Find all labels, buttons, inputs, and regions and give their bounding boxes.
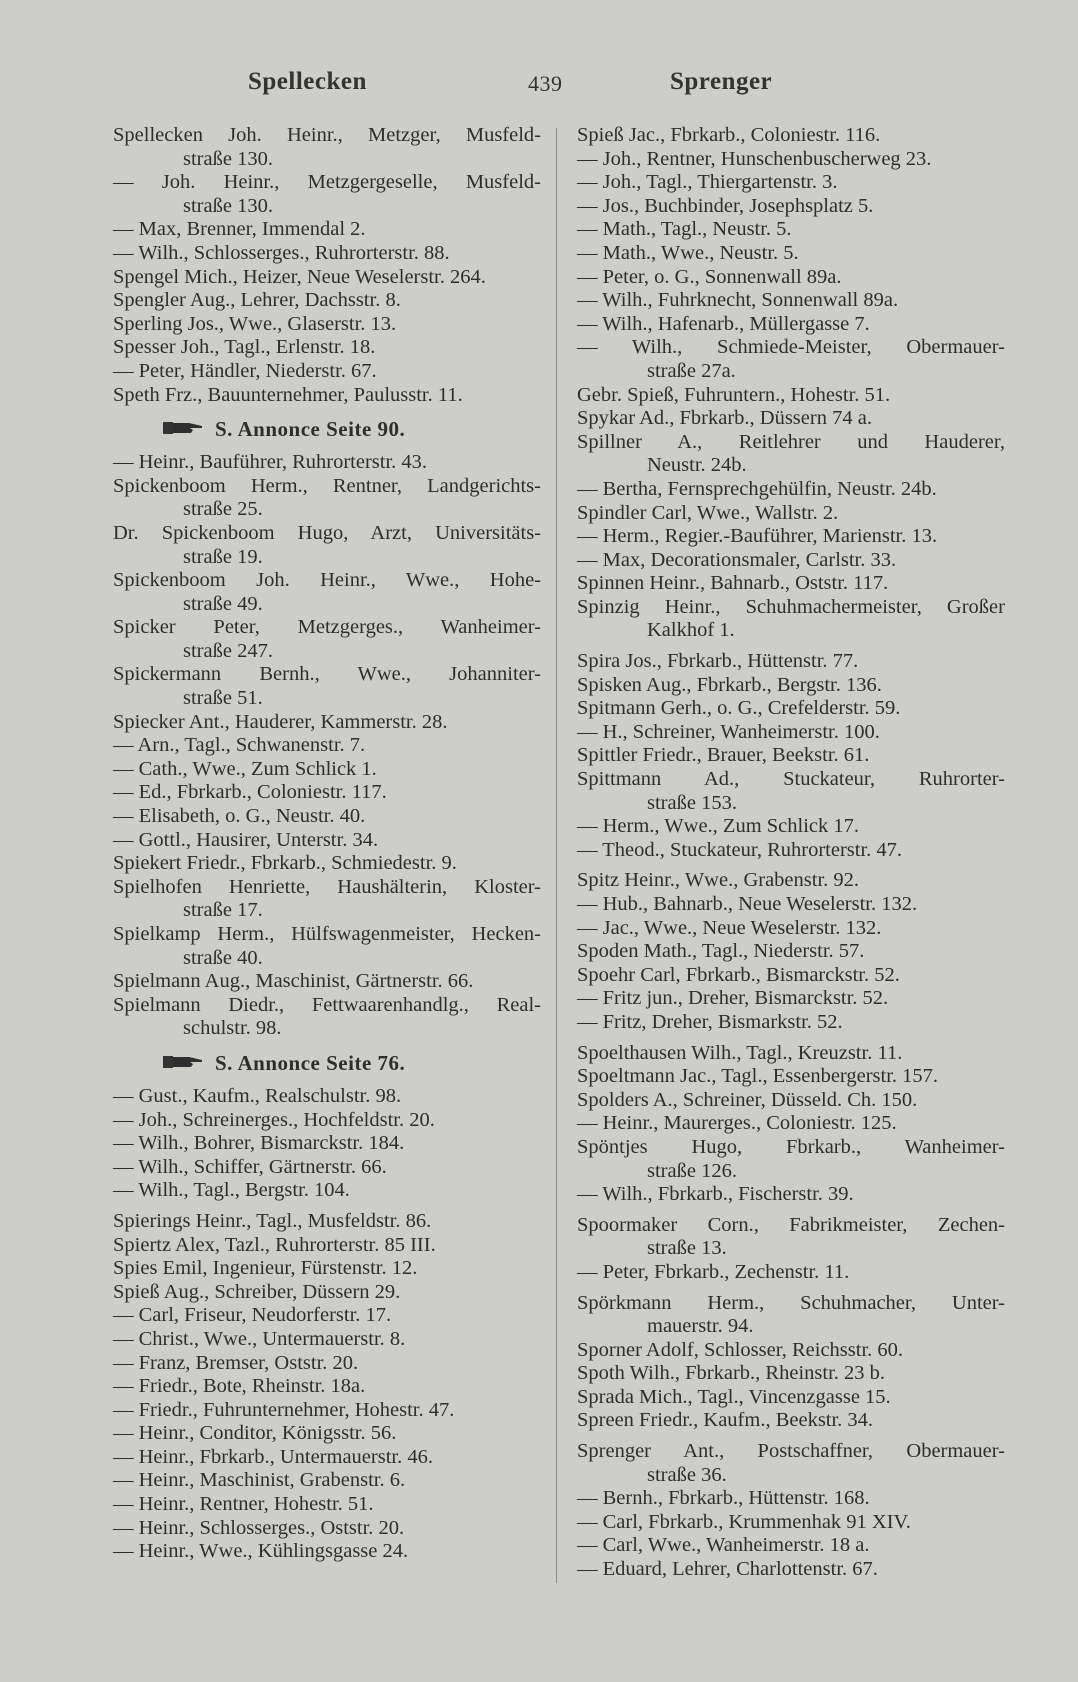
entry-line: — Wilh., Hafenarb., Müllergasse 7.: [577, 312, 870, 335]
directory-entry: [113, 1132, 541, 1156]
directory-entry: [113, 124, 541, 171]
directory-entry: [113, 781, 541, 805]
entry-line: Spoehr Carl, Fbrkarb., Bismarckstr. 52.: [577, 963, 900, 986]
directory-entry: [577, 768, 1005, 815]
directory-entry: [577, 721, 1005, 745]
directory-entry: [577, 171, 1005, 195]
directory-entry: [113, 805, 541, 829]
directory-entry: [113, 171, 541, 218]
directory-entry: [113, 1446, 541, 1470]
directory-entry: [577, 1214, 1005, 1261]
entry-line: Spörkmann Herm., Schuhmacher, Unter-: [577, 1291, 1005, 1314]
directory-entry: [577, 1065, 1005, 1089]
entry-line: Spoden Math., Tagl., Niederstr. 57.: [577, 940, 865, 963]
entry-continuation-line: schulstr. 98.: [183, 1017, 282, 1040]
entry-line: Spieß Jac., Fbrkarb., Coloniestr. 116.: [577, 124, 881, 146]
entry-line: — Arn., Tagl., Schwanenstr. 7.: [113, 734, 366, 757]
directory-entry: [577, 697, 1005, 721]
entry-line: — Wilh., Tagl., Bergstr. 104.: [113, 1179, 350, 1202]
entry-line: — Fritz jun., Dreher, Bismarckstr. 52.: [577, 987, 889, 1010]
annonce-reference: [113, 415, 541, 443]
directory-entry: [577, 1183, 1005, 1207]
entry-line: — Joh. Heinr., Metzgergeselle, Musfeld-: [113, 171, 541, 194]
directory-entry: [113, 876, 541, 923]
entry-line: — Heinr., Conditor, Königsstr. 56.: [113, 1422, 397, 1445]
entry-continuation-line: straße 153.: [647, 791, 737, 814]
directory-entry: [113, 1109, 541, 1133]
pointing-hand-icon: [163, 1049, 203, 1077]
entry-line: — Max, Decorationsmaler, Carlstr. 33.: [577, 548, 897, 571]
directory-entry: [577, 218, 1005, 242]
entry-group: [577, 124, 1005, 643]
directory-entry: [577, 336, 1005, 383]
entry-line: — Friedr., Fuhrunternehmer, Hohestr. 47.: [113, 1398, 455, 1421]
directory-entry: [113, 1352, 541, 1376]
entry-continuation-line: straße 19.: [183, 545, 263, 568]
entry-line: — Heinr., Maschinist, Grabenstr. 6.: [113, 1469, 406, 1492]
entry-line: — Wilh., Fbrkarb., Fischerstr. 39.: [577, 1183, 854, 1206]
directory-entry: [577, 502, 1005, 526]
entry-group: [113, 1210, 541, 1564]
entry-group: [577, 1042, 1005, 1207]
entry-line: — Heinr., Fbrkarb., Untermauerstr. 46.: [113, 1445, 433, 1468]
entry-line: — Ed., Fbrkarb., Coloniestr. 117.: [113, 781, 387, 804]
entry-line: Spykar Ad., Fbrkarb., Düssern 74 a.: [577, 407, 872, 430]
entry-group: [113, 451, 541, 1041]
directory-entry: [577, 407, 1005, 431]
directory-entry: [113, 1257, 541, 1281]
entry-line: Spickenboom Joh. Heinr., Wwe., Hohe-: [113, 569, 541, 592]
entry-line: Spitmann Gerh., o. G., Crefelderstr. 59.: [577, 697, 901, 720]
entry-line: — Carl, Friseur, Neudorferstr. 17.: [113, 1304, 392, 1327]
entry-line: Spickenboom Herm., Rentner, Landgerichts-: [113, 474, 541, 497]
entry-continuation-line: Kalkhof 1.: [647, 619, 735, 642]
entry-line: Spöntjes Hugo, Fbrkarb., Wanheimer-: [577, 1135, 1005, 1158]
entry-line: Speth Frz., Bauunternehmer, Paulusstr. 11.: [113, 383, 463, 406]
entry-line: — Theod., Stuckateur, Ruhrorterstr. 47.: [577, 838, 903, 861]
directory-entry: [577, 431, 1005, 478]
directory-entry: [113, 1234, 541, 1258]
entry-line: — Carl, Wwe., Wanheimerstr. 18 a.: [577, 1534, 870, 1557]
entry-line: Spickermann Bernh., Wwe., Johanniter-: [113, 663, 541, 686]
directory-entry: [577, 1261, 1005, 1285]
directory-entry: [577, 1112, 1005, 1136]
directory-entry: [113, 1210, 541, 1234]
entry-line: Spielmann Aug., Maschinist, Gärtnerstr. 66.: [113, 970, 474, 993]
entry-line: — Peter, o. G., Sonnenwall 89a.: [577, 265, 842, 288]
entry-line: Gebr. Spieß, Fuhruntern., Hohestr. 51.: [577, 383, 891, 406]
entry-line: Dr. Spickenboom Hugo, Arzt, Universitäts-: [113, 521, 541, 544]
directory-entry: [113, 242, 541, 266]
directory-entry: [577, 893, 1005, 917]
directory-entry: [113, 852, 541, 876]
directory-entry: [113, 994, 541, 1041]
entry-line: — Peter, Fbrkarb., Zechenstr. 11.: [577, 1260, 850, 1283]
annonce-text: S. Annonce Seite 76.: [215, 1050, 406, 1075]
entry-line: — Herm., Wwe., Zum Schlick 17.: [577, 815, 860, 838]
directory-entry: [577, 1089, 1005, 1113]
left-column: [113, 124, 541, 1564]
directory-entry: [113, 384, 541, 408]
directory-entry: [577, 1292, 1005, 1339]
entry-line: Sprenger Ant., Postschaffner, Obermauer-: [577, 1440, 1005, 1463]
entry-line: Spindler Carl, Wwe., Wallstr. 2.: [577, 501, 839, 524]
directory-entry: [577, 674, 1005, 698]
directory-entry: [577, 1511, 1005, 1535]
entry-line: Spies Emil, Ingenieur, Fürstenstr. 12.: [113, 1257, 418, 1280]
directory-entry: [113, 663, 541, 710]
entry-line: — Max, Brenner, Immendal 2.: [113, 218, 366, 241]
entry-line: Spiertz Alex, Tazl., Ruhrorterstr. 85 III.: [113, 1233, 436, 1256]
entry-line: Spellecken Joh. Heinr., Metzger, Musfeld-: [113, 124, 541, 146]
entry-line: Spoelthausen Wilh., Tagl., Kreuzstr. 11.: [577, 1041, 903, 1064]
directory-entry: [113, 1469, 541, 1493]
entry-continuation-line: straße 25.: [183, 498, 263, 521]
directory-entry: [577, 815, 1005, 839]
entry-line: — Carl, Fbrkarb., Krummenhak 91 XIV.: [577, 1510, 911, 1533]
entry-line: — Friedr., Bote, Rheinstr. 18a.: [113, 1375, 366, 1398]
directory-entry: [577, 384, 1005, 408]
directory-entry: [577, 987, 1005, 1011]
entry-continuation-line: straße 130.: [183, 147, 273, 170]
entry-line: — Joh., Rentner, Hunschenbuscherweg 23.: [577, 147, 932, 170]
entry-line: Spengler Aug., Lehrer, Dachsstr. 8.: [113, 289, 401, 312]
entry-line: Spillner A., Reitlehrer und Hauderer,: [577, 430, 1005, 453]
directory-entry: [113, 475, 541, 522]
entry-line: — Joh., Schreinerges., Hochfeldstr. 20.: [113, 1108, 435, 1131]
entry-continuation-line: Neustr. 24b.: [647, 454, 747, 477]
entry-line: — Wilh., Bohrer, Bismarckstr. 184.: [113, 1132, 405, 1155]
running-head-right: Sprenger: [670, 68, 773, 95]
directory-entry: [577, 1440, 1005, 1487]
entry-group: [577, 1292, 1005, 1434]
directory-entry: [577, 744, 1005, 768]
directory-entry: [113, 1085, 541, 1109]
directory-entry: [113, 734, 541, 758]
directory-entry: [113, 1375, 541, 1399]
directory-entry: [113, 451, 541, 475]
directory-entry: [577, 1534, 1005, 1558]
directory-entry: [577, 596, 1005, 643]
entry-line: Spiekert Friedr., Fbrkarb., Schmiedestr. 9.: [113, 852, 457, 875]
entry-line: — Bertha, Fernsprechgehülfin, Neustr. 24b.: [577, 477, 937, 500]
directory-entry: [577, 1386, 1005, 1410]
entry-continuation-line: straße 51.: [183, 687, 263, 710]
entry-group: [577, 869, 1005, 1034]
page-number: 439: [528, 71, 563, 96]
entry-line: Spolders A., Schreiner, Düsseld. Ch. 150.: [577, 1088, 918, 1111]
entry-line: — Math., Wwe., Neustr. 5.: [577, 241, 799, 264]
entry-line: Spinzig Heinr., Schuhmachermeister, Großer: [577, 595, 1005, 618]
directory-entry: [577, 148, 1005, 172]
directory-entry: [113, 289, 541, 313]
entry-line: — H., Schreiner, Wanheimerstr. 100.: [577, 720, 880, 743]
directory-entry: [577, 1011, 1005, 1035]
entry-line: — Jos., Buchbinder, Josephsplatz 5.: [577, 194, 874, 217]
entry-line: Spicker Peter, Metzgerges., Wanheimer-: [113, 616, 541, 639]
directory-entry: [577, 289, 1005, 313]
directory-entry: [113, 1493, 541, 1517]
entry-line: Spielkamp Herm., Hülfswagenmeister, Hecken-: [113, 923, 541, 945]
directory-entry: [577, 572, 1005, 596]
directory-entry: [113, 1399, 541, 1423]
directory-entry: [577, 1362, 1005, 1386]
entry-line: Sperling Jos., Wwe., Glaserstr. 13.: [113, 312, 397, 335]
entry-line: — Fritz, Dreher, Bismarkstr. 52.: [577, 1010, 843, 1033]
directory-entry: [113, 360, 541, 384]
entry-continuation-line: straße 130.: [183, 194, 273, 217]
entry-continuation-line: straße 17.: [183, 899, 263, 922]
entry-continuation-line: straße 126.: [647, 1159, 737, 1182]
directory-entry: [113, 266, 541, 290]
entry-line: Sprada Mich., Tagl., Vincenzgasse 15.: [577, 1385, 891, 1408]
directory-entry: [577, 964, 1005, 988]
entry-line: — Christ., Wwe., Untermauerstr. 8.: [113, 1327, 406, 1350]
directory-entry: [113, 829, 541, 853]
entry-line: Spesser Joh., Tagl., Erlenstr. 18.: [113, 336, 376, 359]
entry-group: [577, 650, 1005, 862]
directory-entry: [577, 940, 1005, 964]
directory-entry: [577, 1409, 1005, 1433]
entry-line: — Cath., Wwe., Zum Schlick 1.: [113, 757, 377, 780]
directory-entry: [113, 1281, 541, 1305]
entry-line: — Wilh., Fuhrknecht, Sonnenwall 89a.: [577, 289, 899, 312]
directory-entry: [113, 218, 541, 242]
directory-entry: [113, 1422, 541, 1446]
directory-entry: [113, 970, 541, 994]
directory-entry: [577, 1136, 1005, 1183]
directory-entry: [113, 522, 541, 569]
directory-entry: [577, 549, 1005, 573]
directory-entry: [577, 525, 1005, 549]
directory-entry: [577, 266, 1005, 290]
annonce-text: S. Annonce Seite 90.: [215, 417, 406, 442]
directory-entry: [113, 1328, 541, 1352]
directory-entry: [113, 711, 541, 735]
entry-line: — Gust., Kaufm., Realschulstr. 98.: [113, 1084, 402, 1107]
entry-group: [577, 1440, 1005, 1582]
directory-entry: [113, 923, 541, 970]
entry-continuation-line: straße 247.: [183, 639, 273, 662]
directory-entry: [577, 313, 1005, 337]
entry-line: Spoth Wilh., Fbrkarb., Rheinstr. 23 b.: [577, 1362, 886, 1385]
entry-line: Spira Jos., Fbrkarb., Hüttenstr. 77.: [577, 650, 859, 673]
entry-line: Spielhofen Henriette, Haushälterin, Kloster-: [113, 875, 541, 898]
directory-entry: [113, 1517, 541, 1541]
directory-entry: [577, 1558, 1005, 1582]
directory-entry: [577, 242, 1005, 266]
entry-line: Spreen Friedr., Kaufm., Beekstr. 34.: [577, 1409, 874, 1432]
directory-entry: [113, 336, 541, 360]
entry-line: — Heinr., Schlosserges., Oststr. 20.: [113, 1516, 405, 1539]
entry-line: — Wilh., Schlosserges., Ruhrorterstr. 88.: [113, 241, 450, 264]
entry-line: — Heinr., Rentner, Hohestr. 51.: [113, 1493, 374, 1516]
directory-entry: [577, 195, 1005, 219]
entry-line: — Jac., Wwe., Neue Weselerstr. 132.: [577, 916, 882, 939]
entry-line: — Eduard, Lehrer, Charlottenstr. 67.: [577, 1558, 878, 1581]
entry-line: — Heinr., Bauführer, Ruhrorterstr. 43.: [113, 451, 428, 474]
entry-line: Spoeltmann Jac., Tagl., Essenbergerstr. 157.: [577, 1065, 939, 1088]
directory-entry: [113, 616, 541, 663]
entry-line: — Heinr., Wwe., Kühlingsgasse 24.: [113, 1540, 409, 1563]
directory-entry: [113, 1304, 541, 1328]
directory-entry: [577, 839, 1005, 863]
entry-line: — Peter, Händler, Niederstr. 67.: [113, 359, 377, 382]
entry-continuation-line: straße 49.: [183, 592, 263, 615]
right-column: [577, 124, 1005, 1582]
entry-continuation-line: straße 36.: [647, 1463, 727, 1486]
entry-line: — Gottl., Hausirer, Unterstr. 34.: [113, 828, 379, 851]
directory-entry: [113, 758, 541, 782]
entry-line: Spitz Heinr., Wwe., Grabenstr. 92.: [577, 869, 860, 892]
entry-line: — Franz, Bremser, Oststr. 20.: [113, 1351, 359, 1374]
entry-continuation-line: mauerstr. 94.: [647, 1315, 754, 1338]
directory-entry: [577, 1487, 1005, 1511]
entry-line: Spengel Mich., Heizer, Neue Weselerstr. 264.: [113, 265, 486, 288]
directory-entry: [113, 569, 541, 616]
entry-continuation-line: straße 40.: [183, 946, 263, 969]
entry-continuation-line: straße 13.: [647, 1237, 727, 1260]
entry-line: — Wilh., Schiffer, Gärtnerstr. 66.: [113, 1155, 387, 1178]
entry-line: Spielmann Diedr., Fettwaarenhandlg., Real-: [113, 993, 541, 1016]
entry-line: Spierings Heinr., Tagl., Musfeldstr. 86.: [113, 1209, 432, 1232]
directory-entry: [577, 478, 1005, 502]
entry-line: — Bernh., Fbrkarb., Hüttenstr. 168.: [577, 1487, 870, 1510]
entry-group: [113, 124, 541, 407]
entry-line: Spisken Aug., Fbrkarb., Bergstr. 136.: [577, 673, 882, 696]
entry-group: [113, 1085, 541, 1203]
directory-entry: [113, 1179, 541, 1203]
entry-line: — Wilh., Schmiede-Meister, Obermauer-: [577, 336, 1005, 359]
pointing-hand-icon: [163, 415, 203, 443]
entry-line: Spinnen Heinr., Bahnarb., Oststr. 117.: [577, 572, 889, 595]
directory-entry: [113, 1156, 541, 1180]
running-head-left: Spellecken: [248, 68, 367, 95]
entry-line: — Hub., Bahnarb., Neue Weselerstr. 132.: [577, 893, 918, 915]
directory-entry: [113, 313, 541, 337]
directory-entry: [577, 1042, 1005, 1066]
directory-entry: [577, 917, 1005, 941]
entry-line: Sporner Adolf, Schlosser, Reichsstr. 60.: [577, 1338, 904, 1361]
directory-entry: [113, 1540, 541, 1564]
entry-continuation-line: straße 27a.: [647, 359, 736, 382]
annonce-reference: [113, 1049, 541, 1077]
entry-group: [577, 1214, 1005, 1285]
entry-line: Spiecker Ant., Hauderer, Kammerstr. 28.: [113, 710, 448, 733]
directory-entry: [577, 124, 1005, 148]
entry-line: Spoormaker Corn., Fabrikmeister, Zechen-: [577, 1213, 1005, 1236]
entry-line: Spieß Aug., Schreiber, Düssern 29.: [113, 1280, 401, 1303]
entry-line: — Elisabeth, o. G., Neustr. 40.: [113, 805, 366, 828]
entry-line: Spittler Friedr., Brauer, Beekstr. 61.: [577, 744, 870, 767]
entry-line: — Math., Tagl., Neustr. 5.: [577, 218, 792, 241]
entry-line: Spittmann Ad., Stuckateur, Ruhrorter-: [577, 768, 1005, 791]
directory-entry: [577, 1339, 1005, 1363]
entry-line: — Heinr., Maurerges., Coloniestr. 125.: [577, 1112, 897, 1135]
entry-line: — Herm., Regier.-Bauführer, Marienstr. 13.: [577, 525, 938, 548]
entry-line: — Joh., Tagl., Thiergartenstr. 3.: [577, 171, 838, 194]
directory-entry: [577, 650, 1005, 674]
directory-entry: [577, 869, 1005, 893]
column-divider: [556, 128, 557, 1583]
